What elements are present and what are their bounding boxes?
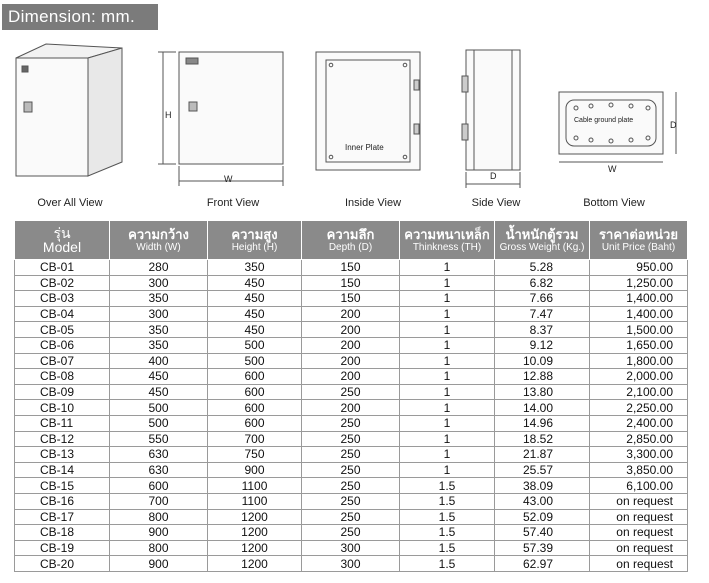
inner-plate-label: Inner Plate <box>345 143 384 152</box>
cell-depth: 250 <box>302 415 400 431</box>
cell-model: CB-15 <box>15 478 110 494</box>
cell-thickness: 1 <box>400 400 495 416</box>
cell-weight: 5.28 <box>495 260 590 276</box>
cell-weight: 7.66 <box>495 291 590 307</box>
cell-depth: 250 <box>302 509 400 525</box>
cell-thickness: 1.5 <box>400 509 495 525</box>
bottom-w-label: W <box>608 164 617 174</box>
cell-height: 700 <box>208 431 302 447</box>
cell-width: 300 <box>110 306 208 322</box>
table-row <box>15 447 688 463</box>
cell-model: CB-19 <box>15 540 110 556</box>
cell-depth: 200 <box>302 322 400 338</box>
cell-price: 6,100.00 <box>590 478 688 494</box>
cell-weight: 9.12 <box>495 337 590 353</box>
cell-weight: 7.47 <box>495 306 590 322</box>
cell-width: 600 <box>110 478 208 494</box>
cell-thickness: 1 <box>400 462 495 478</box>
bottom-d-label: D <box>670 120 677 130</box>
cell-model: CB-06 <box>15 337 110 353</box>
cell-width: 900 <box>110 525 208 541</box>
cell-width: 350 <box>110 337 208 353</box>
cell-height: 450 <box>208 275 302 291</box>
table-row <box>15 540 688 556</box>
table-row <box>15 384 688 400</box>
cell-depth: 250 <box>302 478 400 494</box>
cell-thickness: 1 <box>400 291 495 307</box>
cell-height: 900 <box>208 462 302 478</box>
side-view-drawing <box>462 50 520 188</box>
table-row <box>15 291 688 307</box>
cell-thickness: 1 <box>400 431 495 447</box>
cell-depth: 150 <box>302 275 400 291</box>
front-view-drawing <box>158 52 283 186</box>
cell-model: CB-17 <box>15 509 110 525</box>
cell-weight: 21.87 <box>495 447 590 463</box>
cell-weight: 57.40 <box>495 525 590 541</box>
cell-price: 3,300.00 <box>590 447 688 463</box>
table-row <box>15 493 688 509</box>
cell-thickness: 1 <box>400 337 495 353</box>
dimension-drawings <box>0 36 709 216</box>
inside-view-drawing <box>316 52 420 170</box>
cell-weight: 43.00 <box>495 493 590 509</box>
cell-height: 1100 <box>208 478 302 494</box>
cell-model: CB-01 <box>15 260 110 276</box>
cell-height: 450 <box>208 322 302 338</box>
cell-model: CB-05 <box>15 322 110 338</box>
table-row <box>15 478 688 494</box>
table-row <box>15 260 688 276</box>
table-row <box>15 509 688 525</box>
cell-width: 800 <box>110 509 208 525</box>
cell-width: 630 <box>110 462 208 478</box>
cell-width: 500 <box>110 415 208 431</box>
table-body <box>15 260 688 572</box>
cell-width: 500 <box>110 400 208 416</box>
cell-weight: 14.00 <box>495 400 590 416</box>
cell-weight: 62.97 <box>495 556 590 572</box>
table-row <box>15 306 688 322</box>
cell-depth: 150 <box>302 260 400 276</box>
cell-price: 1,500.00 <box>590 322 688 338</box>
price-table <box>14 220 688 572</box>
bottom-view-drawing <box>559 92 676 162</box>
cell-model: CB-10 <box>15 400 110 416</box>
col-height-header: ความสูง Height (H) <box>208 221 302 260</box>
cell-weight: 10.09 <box>495 353 590 369</box>
table-row <box>15 322 688 338</box>
col-width-header: ความกว้าง Width (W) <box>110 221 208 260</box>
cell-depth: 250 <box>302 462 400 478</box>
table-row <box>15 556 688 572</box>
cell-width: 350 <box>110 291 208 307</box>
cell-model: CB-08 <box>15 369 110 385</box>
cell-thickness: 1 <box>400 384 495 400</box>
cell-model: CB-20 <box>15 556 110 572</box>
cell-thickness: 1 <box>400 260 495 276</box>
cell-thickness: 1.5 <box>400 478 495 494</box>
cell-height: 600 <box>208 400 302 416</box>
col-price-header: ราคาต่อหน่วย Unit Price (Baht) <box>590 221 688 260</box>
cell-thickness: 1 <box>400 322 495 338</box>
table-row <box>15 525 688 541</box>
table-row <box>15 431 688 447</box>
cell-width: 350 <box>110 322 208 338</box>
cell-price: 1,250.00 <box>590 275 688 291</box>
cell-thickness: 1 <box>400 415 495 431</box>
cell-thickness: 1.5 <box>400 540 495 556</box>
cell-thickness: 1.5 <box>400 556 495 572</box>
cell-width: 450 <box>110 384 208 400</box>
table-row <box>15 369 688 385</box>
cell-height: 750 <box>208 447 302 463</box>
overall-view-label: Over All View <box>37 197 103 209</box>
side-view-label: Side View <box>471 197 521 209</box>
cell-price: 2,850.00 <box>590 431 688 447</box>
cell-depth: 150 <box>302 291 400 307</box>
cell-price: on request <box>590 556 688 572</box>
cell-weight: 13.80 <box>495 384 590 400</box>
overall-view-drawing <box>16 44 122 176</box>
cell-height: 350 <box>208 260 302 276</box>
cell-price: on request <box>590 493 688 509</box>
cell-depth: 200 <box>302 353 400 369</box>
cell-depth: 200 <box>302 337 400 353</box>
side-d-label: D <box>490 171 497 181</box>
cell-thickness: 1 <box>400 447 495 463</box>
cell-width: 900 <box>110 556 208 572</box>
cell-weight: 38.09 <box>495 478 590 494</box>
cell-height: 1200 <box>208 509 302 525</box>
cell-price: 1,800.00 <box>590 353 688 369</box>
cable-plate-label: Cable ground plate <box>574 117 634 124</box>
col-weight-header: น้ำหนักตู้รวม Gross Weight (Kg.) <box>495 221 590 260</box>
cell-thickness: 1.5 <box>400 525 495 541</box>
cell-price: 2,250.00 <box>590 400 688 416</box>
cell-weight: 25.57 <box>495 462 590 478</box>
cell-model: CB-09 <box>15 384 110 400</box>
front-h-label: H <box>165 110 172 120</box>
cell-model: CB-18 <box>15 525 110 541</box>
cell-width: 550 <box>110 431 208 447</box>
cell-price: 3,850.00 <box>590 462 688 478</box>
front-view-label: Front View <box>206 197 260 209</box>
cell-depth: 200 <box>302 400 400 416</box>
cell-depth: 200 <box>302 306 400 322</box>
table-header-row <box>15 221 688 260</box>
table-row <box>15 400 688 416</box>
cell-width: 800 <box>110 540 208 556</box>
cell-height: 600 <box>208 369 302 385</box>
cell-thickness: 1 <box>400 306 495 322</box>
cell-price: 2,400.00 <box>590 415 688 431</box>
cell-height: 600 <box>208 415 302 431</box>
cell-depth: 300 <box>302 556 400 572</box>
cell-height: 450 <box>208 291 302 307</box>
cell-height: 1200 <box>208 540 302 556</box>
table-row <box>15 275 688 291</box>
cell-depth: 250 <box>302 493 400 509</box>
cell-weight: 14.96 <box>495 415 590 431</box>
page-title: Dimension: mm. <box>2 4 158 30</box>
cell-weight: 6.82 <box>495 275 590 291</box>
cell-width: 630 <box>110 447 208 463</box>
cell-model: CB-13 <box>15 447 110 463</box>
table-row <box>15 337 688 353</box>
cell-height: 1200 <box>208 525 302 541</box>
cell-depth: 250 <box>302 447 400 463</box>
cell-depth: 250 <box>302 525 400 541</box>
cell-weight: 12.88 <box>495 369 590 385</box>
cell-height: 1100 <box>208 493 302 509</box>
cell-height: 500 <box>208 337 302 353</box>
cell-price: 1,400.00 <box>590 306 688 322</box>
cell-weight: 57.39 <box>495 540 590 556</box>
cell-thickness: 1.5 <box>400 493 495 509</box>
cell-model: CB-07 <box>15 353 110 369</box>
cell-price: on request <box>590 540 688 556</box>
cell-weight: 18.52 <box>495 431 590 447</box>
cell-width: 700 <box>110 493 208 509</box>
bottom-view-label: Bottom View <box>583 197 645 209</box>
cell-model: CB-16 <box>15 493 110 509</box>
cell-width: 280 <box>110 260 208 276</box>
cell-price: 1,400.00 <box>590 291 688 307</box>
inside-view-label: Inside View <box>344 197 402 209</box>
cell-model: CB-04 <box>15 306 110 322</box>
cell-price: 2,000.00 <box>590 369 688 385</box>
cell-depth: 250 <box>302 431 400 447</box>
cell-price: on request <box>590 525 688 541</box>
cell-weight: 52.09 <box>495 509 590 525</box>
cell-depth: 300 <box>302 540 400 556</box>
cell-depth: 200 <box>302 369 400 385</box>
cell-height: 500 <box>208 353 302 369</box>
cell-width: 450 <box>110 369 208 385</box>
col-model-header: รุ่น Model <box>15 221 110 260</box>
table-row <box>15 462 688 478</box>
cell-height: 450 <box>208 306 302 322</box>
cell-model: CB-14 <box>15 462 110 478</box>
col-thickness-header: ความหนาเหล็ก Thinkness (TH) <box>400 221 495 260</box>
col-depth-header: ความลึก Depth (D) <box>302 221 400 260</box>
cell-model: CB-02 <box>15 275 110 291</box>
cell-thickness: 1 <box>400 275 495 291</box>
cell-model: CB-12 <box>15 431 110 447</box>
cell-height: 600 <box>208 384 302 400</box>
front-w-label: W <box>224 174 233 184</box>
cell-depth: 250 <box>302 384 400 400</box>
cell-thickness: 1 <box>400 353 495 369</box>
drawings-svg <box>0 36 709 216</box>
cell-width: 400 <box>110 353 208 369</box>
table-row <box>15 353 688 369</box>
table-row <box>15 415 688 431</box>
cell-model: CB-03 <box>15 291 110 307</box>
cell-width: 300 <box>110 275 208 291</box>
cell-price: 2,100.00 <box>590 384 688 400</box>
cell-price: on request <box>590 509 688 525</box>
cell-height: 1200 <box>208 556 302 572</box>
cell-price: 950.00 <box>590 260 688 276</box>
cell-model: CB-11 <box>15 415 110 431</box>
cell-thickness: 1 <box>400 369 495 385</box>
cell-price: 1,650.00 <box>590 337 688 353</box>
cell-weight: 8.37 <box>495 322 590 338</box>
